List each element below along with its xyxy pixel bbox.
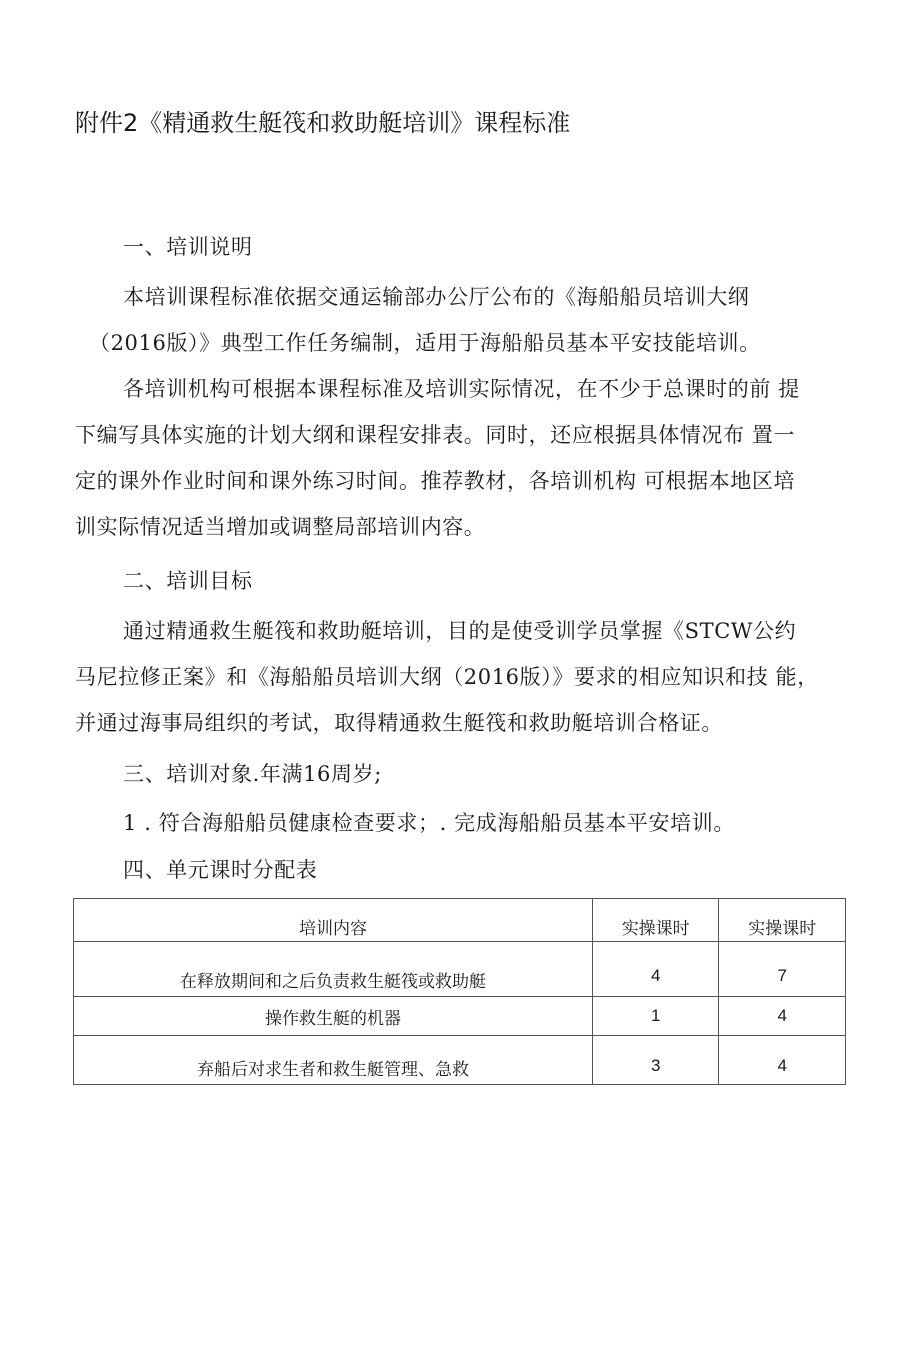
paragraph-basis [75, 274, 850, 366]
table-row [74, 942, 846, 997]
table-header-hours-2: 实操课时 [719, 899, 846, 942]
document-title: 附件2《精通救生艇筏和救助艇培训》课程标准 [75, 109, 571, 137]
section-heading-training-description: 一、培训说明 [123, 235, 253, 259]
paragraph-line: 马尼拉修正案》和《海船船员培训大纲（2016版）》要求的相应知识和技 能， [75, 665, 819, 689]
paragraph-goal [75, 608, 850, 746]
table-header-row [74, 899, 846, 942]
table-header-hours-1: 实操课时 [592, 899, 719, 942]
table-row [74, 1036, 846, 1085]
table-row [74, 997, 846, 1036]
table-cell-hours-1: 3 [592, 1036, 719, 1085]
paragraph-line: （2016版）》典型工作任务编制，适用于海船船员基本平安技能培训。 [89, 331, 761, 355]
paragraph-institutions [75, 366, 850, 550]
table-cell-hours-2: 4 [719, 1036, 846, 1085]
table-cell-hours-1: 4 [592, 942, 719, 997]
paragraph-line: 各培训机构可根据本课程标准及培训实际情况，在不少于总课时的前 提 [123, 377, 800, 401]
section-heading-training-target: 三、培训对象.年满16周岁; [123, 762, 382, 786]
paragraph-line: 定的课外作业时间和课外练习时间。推荐教材，各培训机构 可根据本地区培 [75, 469, 796, 493]
table-cell-hours-2: 4 [719, 997, 846, 1036]
table-cell-hours-1: 1 [592, 997, 719, 1036]
table-cell-content: 弃船后对求生者和救生艇管理、急救 [74, 1036, 593, 1085]
paragraph-line: 训实际情况适当增加或调整局部培训内容。 [75, 515, 486, 539]
hours-allocation-table [73, 898, 846, 1085]
paragraph-line: 本培训课程标准依据交通运输部办公厅公布的《海船船员培训大纲 [123, 285, 750, 309]
paragraph-line: 通过精通救生艇筏和救助艇培训，目的是使受训学员掌握《STCW公约 [123, 619, 797, 643]
section-heading-training-goal: 二、培训目标 [123, 569, 253, 593]
table-cell-content: 操作救生艇的机器 [74, 997, 593, 1036]
paragraph-line: 下编写具体实施的计划大纲和课程安排表。同时，还应根据具体情况布 置一 [75, 423, 796, 447]
table-header-content: 培训内容 [74, 899, 593, 942]
paragraph-line: 并通过海事局组织的考试，取得精通救生艇筏和救助艇培训合格证。 [75, 711, 723, 735]
section-heading-hours-table: 四、单元课时分配表 [123, 858, 318, 882]
requirements-item: 1 . 符合海船船员健康检查要求；. 完成海船船员基本平安培训。 [123, 811, 735, 835]
table-cell-hours-2: 7 [719, 942, 846, 997]
table-cell-content: 在释放期间和之后负责救生艇筏或救助艇 [74, 942, 593, 997]
